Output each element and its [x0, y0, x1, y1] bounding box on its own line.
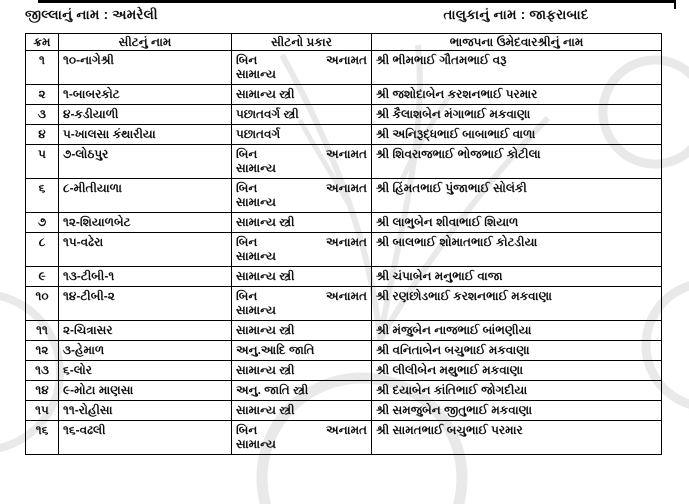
- table-row: [26, 421, 662, 455]
- serial-cell: ૧પ: [26, 401, 59, 421]
- candidate-name-cell: શ્રી લીલીબેન મથુભાઈ મકવાણા: [372, 361, 662, 381]
- table-row: [26, 179, 662, 213]
- seat-name-cell: ૧-બાબરકોટ: [59, 85, 232, 105]
- table-row: [26, 321, 662, 341]
- seat-name-cell: ૧૨-શિયાળબેટ: [59, 213, 232, 233]
- serial-cell: ૭: [26, 213, 59, 233]
- candidate-name-cell: શ્રી હિંમતભાઈ પુંજાભાઈ સોલંકી: [372, 179, 662, 213]
- seat-type-line2: સામાન્ય: [236, 67, 276, 81]
- serial-cell: પ: [26, 145, 59, 179]
- candidate-name-cell: શ્રી ભીમભાઈ ગૌતમભાઈ વરૂ: [372, 51, 662, 85]
- seat-type-cell: સામાન્ય સ્ત્રી: [232, 213, 372, 233]
- serial-cell: ૮: [26, 233, 59, 267]
- candidate-name-cell: શ્રી ચંપાબેન મનુભાઈ વાજા: [372, 267, 662, 287]
- col-header-candidate-name: ભાજપના ઉમેદવારશ્રીનું નામ: [372, 34, 662, 51]
- table-row: [26, 401, 662, 421]
- table-row: [26, 267, 662, 287]
- table-row: [26, 341, 662, 361]
- candidate-name-cell: શ્રી રણછોડભાઈ કરશનભાઈ મકવાણા: [372, 287, 662, 321]
- taluka-name-title: તાલુકાનું નામ : જાફરાબાદ: [443, 7, 589, 22]
- serial-cell: ૧૬: [26, 421, 59, 455]
- table-header: [26, 34, 662, 51]
- table-header-row: [26, 34, 662, 51]
- seat-type-cell: સામાન્ય સ્ત્રી: [232, 321, 372, 341]
- col-header-seat-name: સીટનું નામ: [59, 34, 232, 51]
- seat-name-cell: ૪-કડીયાળી: [59, 105, 232, 125]
- candidate-name-cell: શ્રી જશોદાબેન કરશનભાઈ પરમાર: [372, 85, 662, 105]
- serial-cell: ૧: [26, 51, 59, 85]
- seat-type-cell: સામાન્ય સ્ત્રી: [232, 401, 372, 421]
- seat-name-cell: ૭-લોઠપુર: [59, 145, 232, 179]
- seat-type-cell: [232, 51, 372, 85]
- seat-type-line2: સામાન્ય: [236, 303, 276, 317]
- seat-name-cell: ૧૩-ટીબી-૧: [59, 267, 232, 287]
- seat-type-cell: પછાતવર્ગ સ્ત્રી: [232, 105, 372, 125]
- serial-cell: ૧૪: [26, 381, 59, 401]
- seat-name-cell: ૯-મોટા માણસા: [59, 381, 232, 401]
- col-header-serial: ક્રમ: [26, 34, 59, 51]
- top-rule-end-tick: [674, 0, 676, 9]
- seat-type-cell: પછાતવર્ગ: [232, 125, 372, 145]
- seat-type-cell: અનુ. જાતિ સ્ત્રી: [232, 381, 372, 401]
- seat-type-cell: અનુ.આદિ જાતિ: [232, 341, 372, 361]
- seat-type-cell: [232, 145, 372, 179]
- candidate-name-cell: શ્રી કૈલાશબેન મંગાભાઈ મકવાણા: [372, 105, 662, 125]
- seat-type-line1: બિન અનામત: [236, 147, 367, 161]
- seat-type-line2: સામાન્ય: [236, 437, 276, 451]
- table-row: [26, 125, 662, 145]
- serial-cell: ૯: [26, 267, 59, 287]
- serial-cell: ૪: [26, 125, 59, 145]
- seat-type-line2: સામાન્ય: [236, 249, 276, 263]
- serial-cell: ૧૨: [26, 341, 59, 361]
- table-row: [26, 287, 662, 321]
- candidate-name-cell: શ્રી લાભુબેન શીવાભાઈ શિયાળ: [372, 213, 662, 233]
- candidates-table: [25, 33, 662, 455]
- seat-type-cell: [232, 421, 372, 455]
- candidate-name-cell: શ્રી મંજુબેન નાજભાઈ બાંભણીયા: [372, 321, 662, 341]
- seat-type-cell: [232, 233, 372, 267]
- seat-type-cell: સામાન્ય સ્ત્રી: [232, 361, 372, 381]
- district-name-title: જીલ્લાનું નામ : અમરેલી: [25, 7, 158, 22]
- seat-type-line1: બિન અનામત: [236, 289, 367, 303]
- top-rule: [38, 0, 676, 3]
- table-row: [26, 233, 662, 267]
- candidate-name-cell: શ્રી વનિતાબેન બચુભાઈ મકવાણા: [372, 341, 662, 361]
- serial-cell: ૩: [26, 105, 59, 125]
- seat-type-line1: બિન અનામત: [236, 181, 367, 195]
- candidate-name-cell: શ્રી સામતભાઈ બચુભાઈ પરમાર: [372, 421, 662, 455]
- seat-name-cell: ૮-મીતીયાળા: [59, 179, 232, 213]
- seat-type-cell: [232, 179, 372, 213]
- seat-name-cell: ૧૧-રોહીસા: [59, 401, 232, 421]
- table-row: [26, 145, 662, 179]
- table-row: [26, 213, 662, 233]
- candidate-name-cell: શ્રી સમજુબેન જીતુભાઈ મકવાણા: [372, 401, 662, 421]
- candidate-name-cell: શ્રી અનિરૂદ્ધભાઈ બાબાભાઈ વાળા: [372, 125, 662, 145]
- candidate-name-cell: શ્રી શિવરાજભાઈ ભોજભાઈ કોટીલા: [372, 145, 662, 179]
- seat-name-cell: ૧૬-વઢલી: [59, 421, 232, 455]
- seat-name-cell: ૩-હેમાળ: [59, 341, 232, 361]
- seat-name-cell: ૬-લોર: [59, 361, 232, 381]
- serial-cell: ૨: [26, 85, 59, 105]
- serial-cell: ૧૩: [26, 361, 59, 381]
- seat-type-line1: બિન અનામત: [236, 235, 367, 249]
- seat-type-line2: સામાન્ય: [236, 195, 276, 209]
- table-body: [26, 51, 662, 455]
- candidate-name-cell: શ્રી બાલભાઈ શોમાતભાઈ કોટડીયા: [372, 233, 662, 267]
- seat-name-cell: ૧૪-ટીબી-૨: [59, 287, 232, 321]
- seat-name-cell: પ-ખાલસા કંથારીયા: [59, 125, 232, 145]
- table-row: [26, 85, 662, 105]
- seat-type-line2: સામાન્ય: [236, 161, 276, 175]
- seat-name-cell: ૨-ચિત્રાસર: [59, 321, 232, 341]
- seat-name-cell: ૧૦-નાગેશ્રી: [59, 51, 232, 85]
- seat-type-cell: સામાન્ય સ્ત્રી: [232, 85, 372, 105]
- seat-name-cell: ૧પ-વઢેરા: [59, 233, 232, 267]
- serial-cell: ૧૧: [26, 321, 59, 341]
- table-row: [26, 51, 662, 85]
- candidate-name-cell: શ્રી દયાબેન કાંતિભાઈ જોગદીયા: [372, 381, 662, 401]
- seat-type-line1: બિન અનામત: [236, 53, 367, 67]
- table-row: [26, 361, 662, 381]
- col-header-seat-type: સીટનો પ્રકાર: [232, 34, 372, 51]
- table-row: [26, 381, 662, 401]
- seat-type-cell: [232, 287, 372, 321]
- serial-cell: ૬: [26, 179, 59, 213]
- table-row: [26, 105, 662, 125]
- serial-cell: ૧૦: [26, 287, 59, 321]
- seat-type-line1: બિન અનામત: [236, 423, 367, 437]
- seat-type-cell: સામાન્ય સ્ત્રી: [232, 267, 372, 287]
